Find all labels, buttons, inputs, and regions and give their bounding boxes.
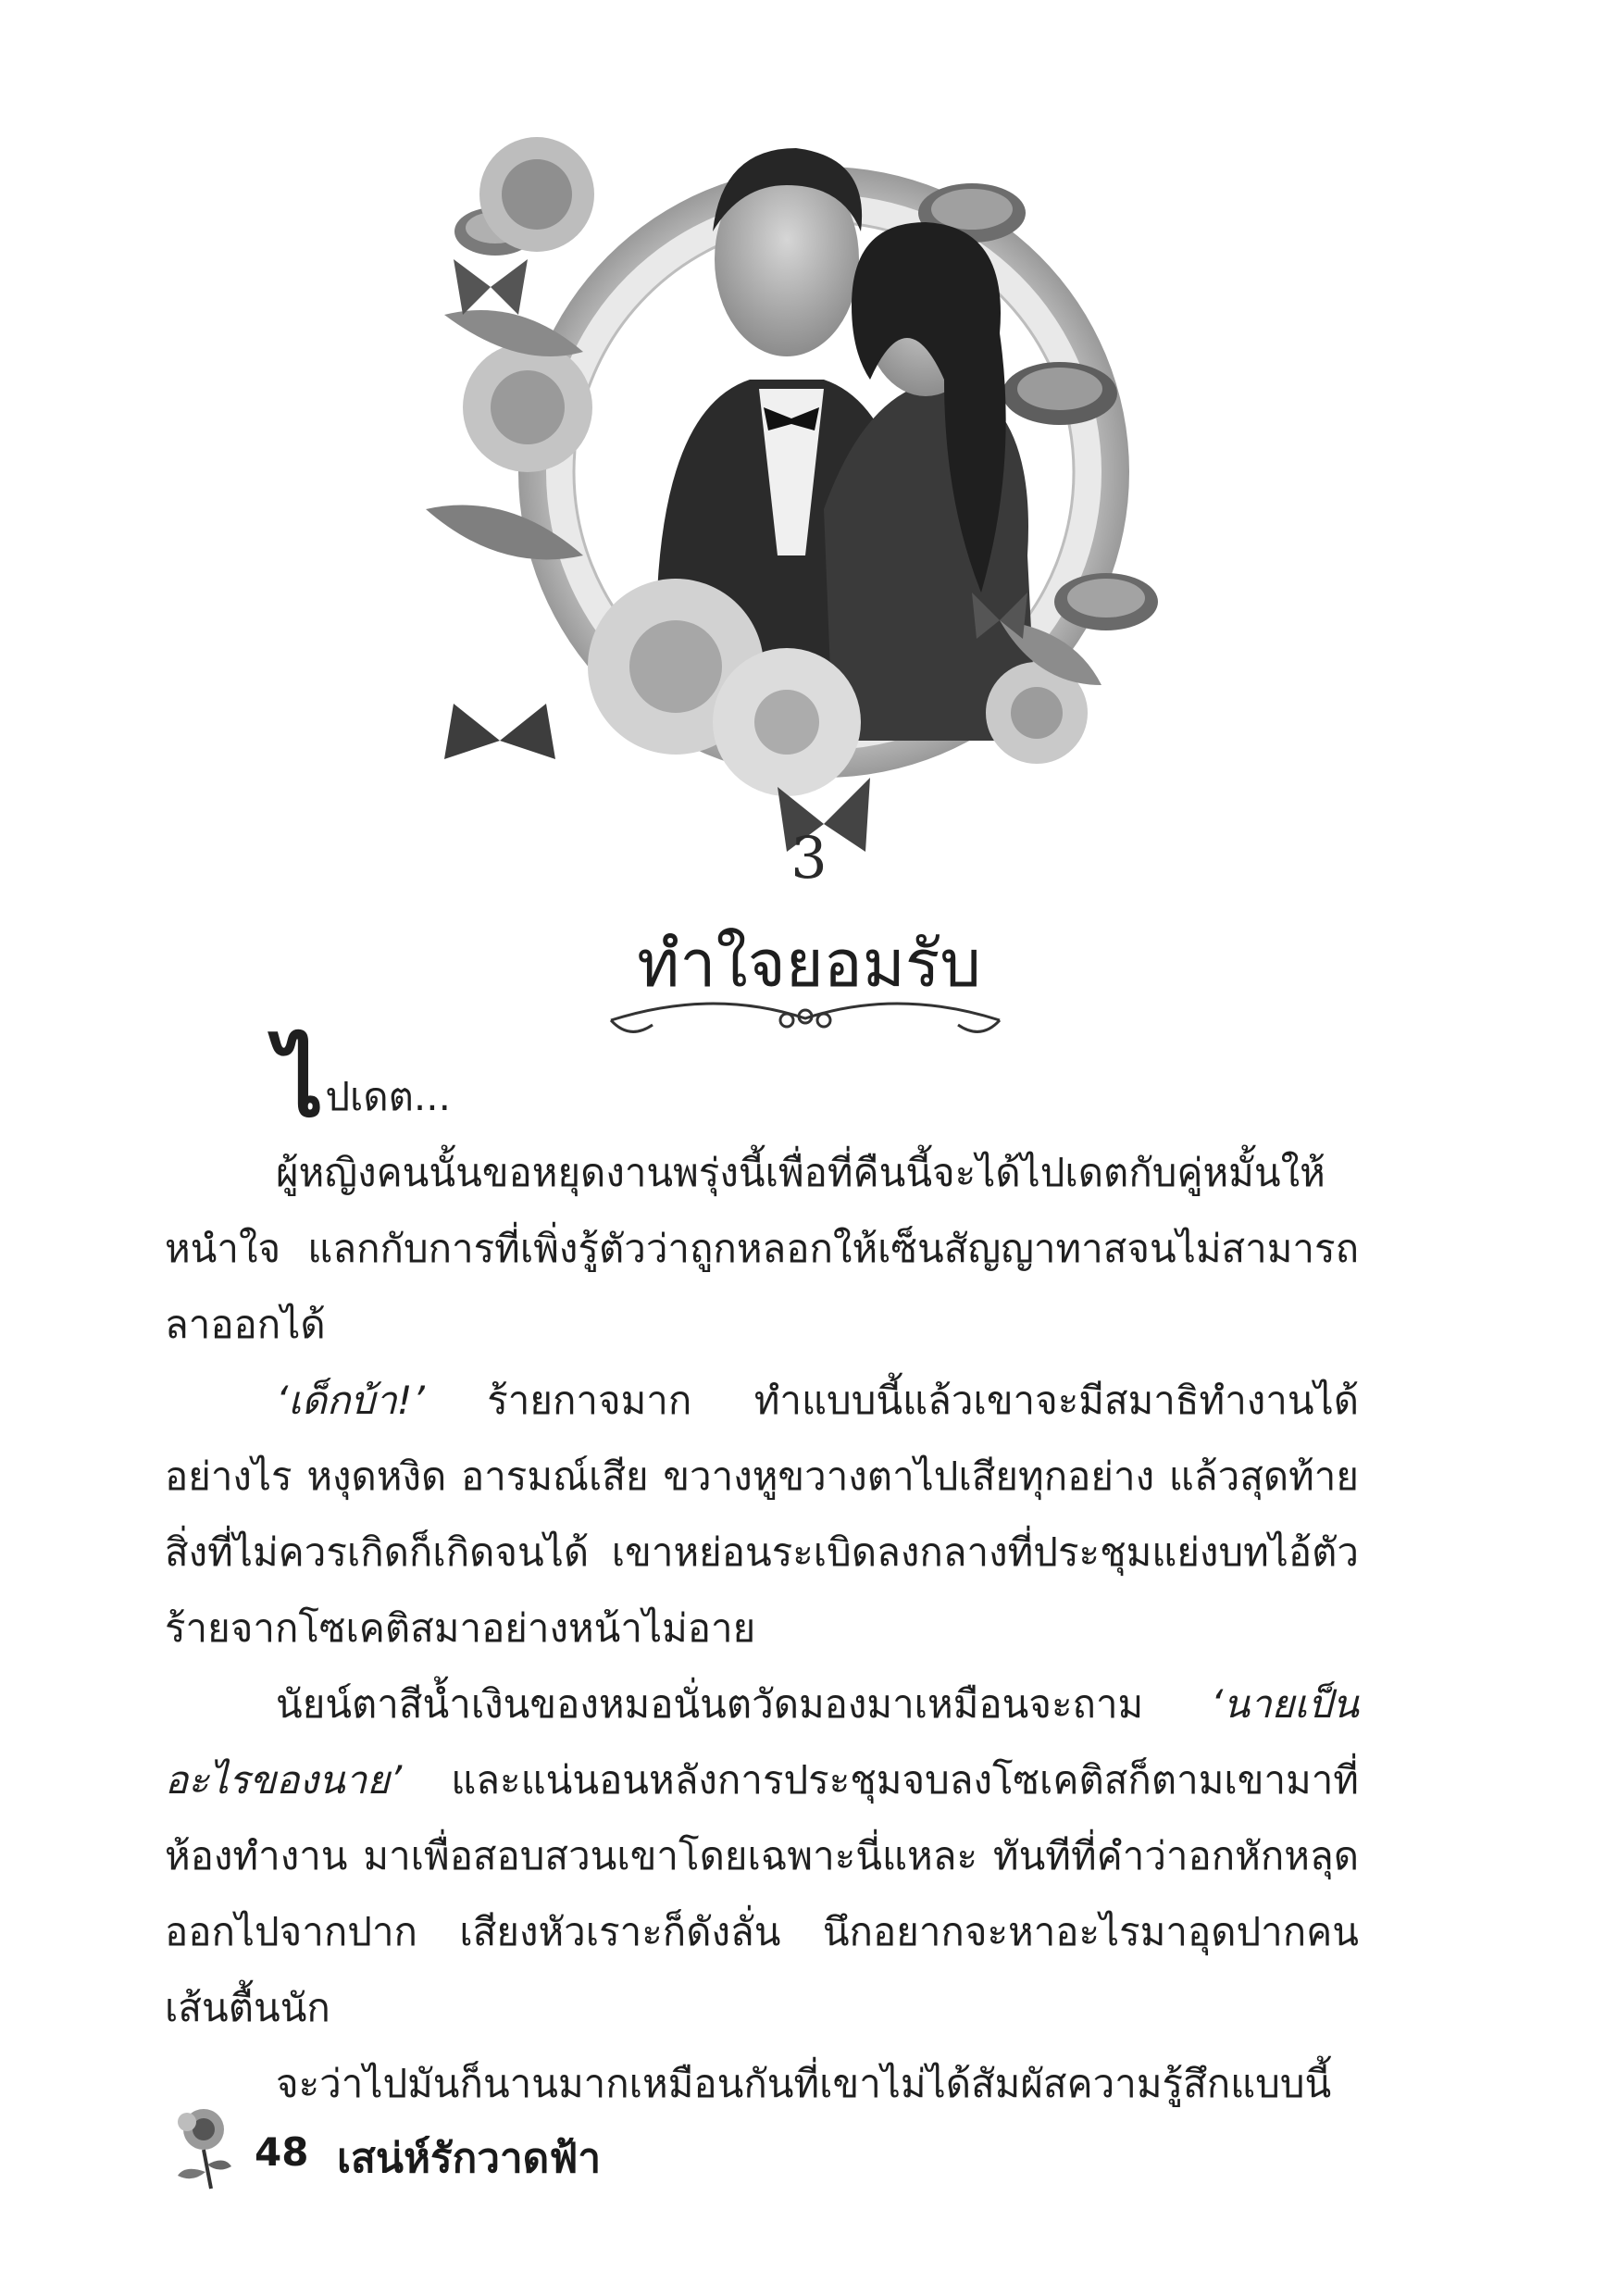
page-number: 48: [255, 2129, 309, 2175]
poker-chip-icon: [1054, 573, 1158, 630]
chapter-illustration: [389, 74, 1240, 907]
paragraph: [165, 1666, 1359, 2046]
butterfly-icon: [444, 704, 555, 759]
butterfly-icon: [454, 259, 528, 315]
paragraph: [165, 1028, 1359, 1139]
paragraph-text: ปเดต...: [325, 1074, 451, 1119]
running-book-title: เสน่ห์รักวาดฟ้า: [337, 2135, 602, 2182]
paragraph: จะว่าไปมันก็นานมากเหมือนกันที่เขาไม่ได้สัมผัสความรู้สึกแบบนี้: [276, 2061, 1332, 2106]
chapter-body: [165, 1028, 1359, 2122]
ornament-flourish: [602, 983, 1009, 1048]
rose-icon: [167, 2100, 241, 2192]
chapter-number: 3: [790, 824, 828, 892]
paragraph: ผู้หญิงคนนั้นขอหยุดงานพรุ่งนี้เพื่อที่คืนนี้จะได้ไปเดตกับคู่หมั้นให้หนำใจ แลกกับการที่เพิ่งรู้ตัวว่าถูกหลอกให้เซ็นสัญญาทาสจนไม่สามารถลาออกได้: [165, 1150, 1359, 1347]
paragraph-text: นัยน์ตาสีน้ำเงินของหมอนั่นตวัดมองมาเหมือนจะถาม: [276, 1681, 1212, 1727]
paragraph: [165, 1363, 1359, 1666]
poker-chip-icon: [1002, 362, 1117, 425]
inner-thought-text: ‘เด็กบ้า!’: [276, 1378, 425, 1423]
chapter-title: ทำใจยอมรับ: [637, 926, 981, 1002]
inner-thought-text: ‘นายเป็นอะไรของนาย’: [165, 1681, 1359, 1803]
drop-cap: ไ: [276, 1028, 324, 1139]
paragraph-text: ร้ายกาจมาก ทำแบบนี้แล้วเขาจะมีสมาธิทำงานได้อย่างไร หงุดหงิด อารมณ์เสีย ขวางหูขวางตาไปเสียทุกอย่าง แล้วสุดท้ายสิ่งที่ไม่ควรเกิดก็เกิดจนได้ เขาหย่อนระเบิดลงกลางที่ประชุมแย่งบทไอ้ตัวร้ายจากโซเคติสมาอย่างหน้าไม่อาย: [165, 1378, 1359, 1651]
paragraph-text: และแน่นอนหลังการประชุมจบลงโซเคติสก็ตามเขามาที่ห้องทำงาน มาเพื่อสอบสวนเขาโดยเฉพาะนี่แหละ ทันทีที่คำว่าอกหักหลุดออกไปจากปาก เสียงหัวเราะก็ดังลั่น นึกอยากจะหาอะไรมาอุดปากคนเส้นตื้นนัก: [165, 1757, 1359, 2030]
